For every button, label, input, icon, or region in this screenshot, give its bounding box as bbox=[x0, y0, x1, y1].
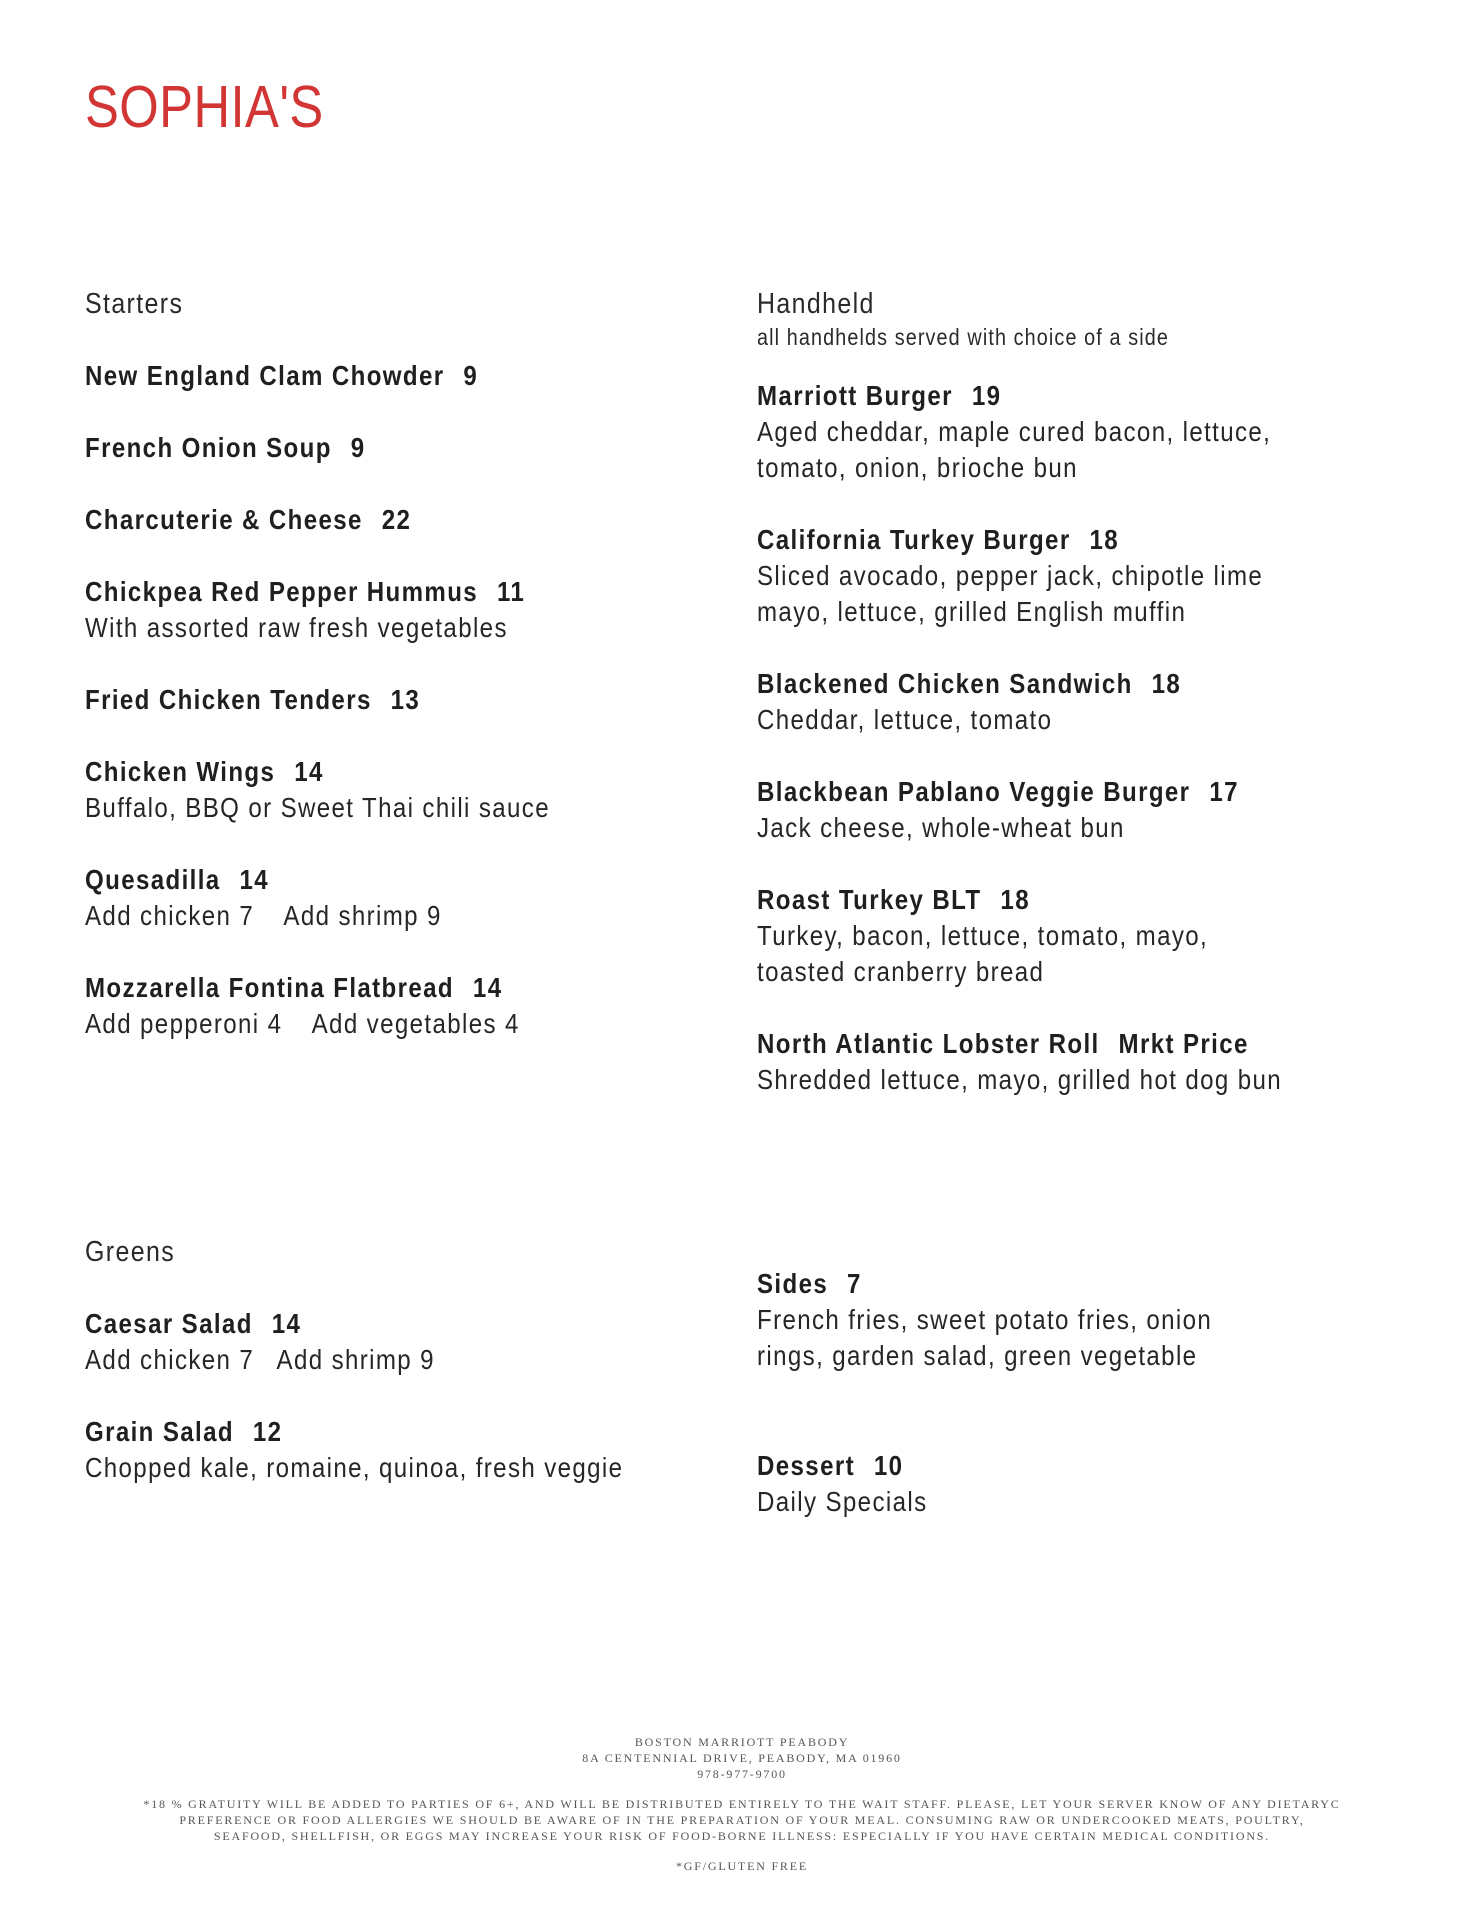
item-price: 14 bbox=[271, 1308, 302, 1339]
item-price: 9 bbox=[350, 432, 366, 463]
gratuity-notice: PREFERENCE OR FOOD ALLERGIES WE SHOULD BE AWARE OF IN THE PREPARATION OF YOUR MEAL. CONSUMING RAW OR UNDERCOOKED MEATS, POULTRY, bbox=[179, 1813, 1305, 1827]
section-note: all handhelds served with choice of a side bbox=[757, 324, 1170, 350]
item-name: North Atlantic Lobster Roll bbox=[757, 1028, 1100, 1059]
item-price: 9 bbox=[463, 360, 479, 391]
item-addon: Add chicken 7 bbox=[85, 900, 255, 931]
hotel-phone: 978-977-9700 bbox=[697, 1767, 787, 1781]
item-price: 22 bbox=[381, 504, 412, 535]
menu-item bbox=[757, 378, 1437, 486]
item-description: mayo, lettuce, grilled English muffin bbox=[757, 596, 1187, 627]
section-heading-greens: Greens bbox=[85, 1236, 176, 1268]
item-price: 19 bbox=[971, 380, 1002, 411]
section-heading-handheld: Handheld bbox=[757, 288, 875, 320]
item-price: 18 bbox=[1151, 668, 1182, 699]
item-price: 18 bbox=[1089, 524, 1120, 555]
item-price: 12 bbox=[252, 1416, 283, 1447]
item-price: 14 bbox=[239, 864, 270, 895]
item-name: Chicken Wings bbox=[85, 756, 276, 787]
handheld-section bbox=[757, 286, 1437, 1098]
item-name: Roast Turkey BLT bbox=[757, 884, 982, 915]
item-price: 14 bbox=[294, 756, 324, 787]
item-price: 11 bbox=[496, 576, 526, 607]
menu-item bbox=[85, 1306, 765, 1378]
menu-item bbox=[757, 666, 1437, 738]
menu-item bbox=[85, 1414, 765, 1486]
restaurant-name: SOPHIA'S bbox=[85, 74, 324, 140]
item-name: Sides bbox=[757, 1268, 829, 1299]
menu-item bbox=[757, 774, 1437, 846]
starters-section bbox=[85, 286, 765, 1042]
item-description: Buffalo, BBQ or Sweet Thai chili sauce bbox=[85, 792, 550, 823]
greens-section bbox=[85, 1234, 765, 1486]
hotel-address: 8A CENTENNIAL DRIVE, PEABODY, MA 01960 bbox=[582, 1751, 902, 1765]
item-description: Shredded lettuce, mayo, grilled hot dog bun bbox=[757, 1064, 1283, 1095]
menu-item bbox=[85, 430, 765, 466]
item-description: tomato, onion, brioche bun bbox=[757, 452, 1078, 483]
item-description: Cheddar, lettuce, tomato bbox=[757, 704, 1053, 735]
section-heading-starters: Starters bbox=[85, 288, 184, 320]
item-addon: Add shrimp 9 bbox=[283, 900, 442, 931]
item-price: 7 bbox=[847, 1268, 862, 1299]
menu-item bbox=[757, 1026, 1437, 1098]
item-name: Dessert bbox=[757, 1450, 855, 1481]
item-addon: Add vegetables 4 bbox=[311, 1008, 520, 1039]
menu-item bbox=[85, 970, 765, 1042]
sides-section bbox=[757, 1266, 1437, 1374]
item-description: Aged cheddar, maple cured bacon, lettuce, bbox=[757, 416, 1272, 447]
gratuity-notice: *18 % GRATUITY WILL BE ADDED TO PARTIES OF 6+, AND WILL BE DISTRIBUTED ENTIRELY TO THE WAIT STAFF. PLEASE, LET YOUR SERVER KNOW OF ANY DIETARYC bbox=[143, 1797, 1341, 1811]
item-name: Blackened Chicken Sandwich bbox=[757, 668, 1133, 699]
menu-item bbox=[85, 754, 765, 826]
item-name: Grain Salad bbox=[85, 1416, 234, 1447]
dessert-section bbox=[757, 1448, 1437, 1520]
item-addon: Add pepperoni 4 bbox=[85, 1008, 283, 1039]
item-description: Sliced avocado, pepper jack, chipotle lime bbox=[757, 560, 1264, 591]
menu-item bbox=[85, 502, 765, 538]
gratuity-notice: SEAFOOD, SHELLFISH, OR EGGS MAY INCREASE YOUR RISK OF FOOD-BORNE ILLNESS: ESPECIALLY IF YOU HAVE CERTAIN MEDICAL CONDITIONS. bbox=[213, 1829, 1271, 1843]
item-name: Charcuterie & Cheese bbox=[85, 504, 363, 535]
menu-item bbox=[757, 522, 1437, 630]
hotel-name: BOSTON MARRIOTT PEABODY bbox=[634, 1735, 850, 1749]
item-name: Chickpea Red Pepper Hummus bbox=[85, 576, 479, 607]
item-price: 18 bbox=[1000, 884, 1030, 915]
menu-item bbox=[85, 682, 765, 718]
menu-item bbox=[85, 574, 765, 646]
item-description: Jack cheese, whole-wheat bun bbox=[757, 812, 1125, 843]
item-description: With assorted raw fresh vegetables bbox=[85, 612, 508, 643]
item-name: Marriott Burger bbox=[757, 380, 953, 411]
item-description: Daily Specials bbox=[757, 1486, 928, 1517]
item-addon: Add shrimp 9 bbox=[276, 1344, 435, 1375]
menu-item bbox=[757, 882, 1437, 990]
menu-item bbox=[85, 862, 765, 934]
item-price: 14 bbox=[472, 972, 503, 1003]
item-name: California Turkey Burger bbox=[757, 524, 1071, 555]
item-description: toasted cranberry bread bbox=[757, 956, 1045, 987]
gluten-free-note: *GF/GLUTEN FREE bbox=[676, 1859, 808, 1873]
item-description: rings, garden salad, green vegetable bbox=[757, 1340, 1198, 1371]
item-price: 17 bbox=[1209, 776, 1239, 807]
item-addon: Add chicken 7 bbox=[85, 1344, 255, 1375]
item-name: Mozzarella Fontina Flatbread bbox=[85, 972, 455, 1003]
item-price: Mrkt Price bbox=[1118, 1028, 1249, 1059]
item-price: 10 bbox=[873, 1450, 904, 1481]
item-name: Caesar Salad bbox=[85, 1308, 253, 1339]
item-name: French Onion Soup bbox=[85, 432, 332, 463]
item-description: French fries, sweet potato fries, onion bbox=[757, 1304, 1213, 1335]
footer bbox=[40, 1734, 1444, 1874]
item-price: 13 bbox=[390, 684, 421, 715]
item-name: New England Clam Chowder bbox=[85, 360, 445, 391]
item-name: Fried Chicken Tenders bbox=[85, 684, 372, 715]
item-description: Chopped kale, romaine, quinoa, fresh veggie bbox=[85, 1452, 624, 1483]
item-name: Quesadilla bbox=[85, 864, 221, 895]
item-description: Turkey, bacon, lettuce, tomato, mayo, bbox=[757, 920, 1209, 951]
menu-item bbox=[85, 358, 765, 394]
item-name: Blackbean Pablano Veggie Burger bbox=[757, 776, 1191, 807]
